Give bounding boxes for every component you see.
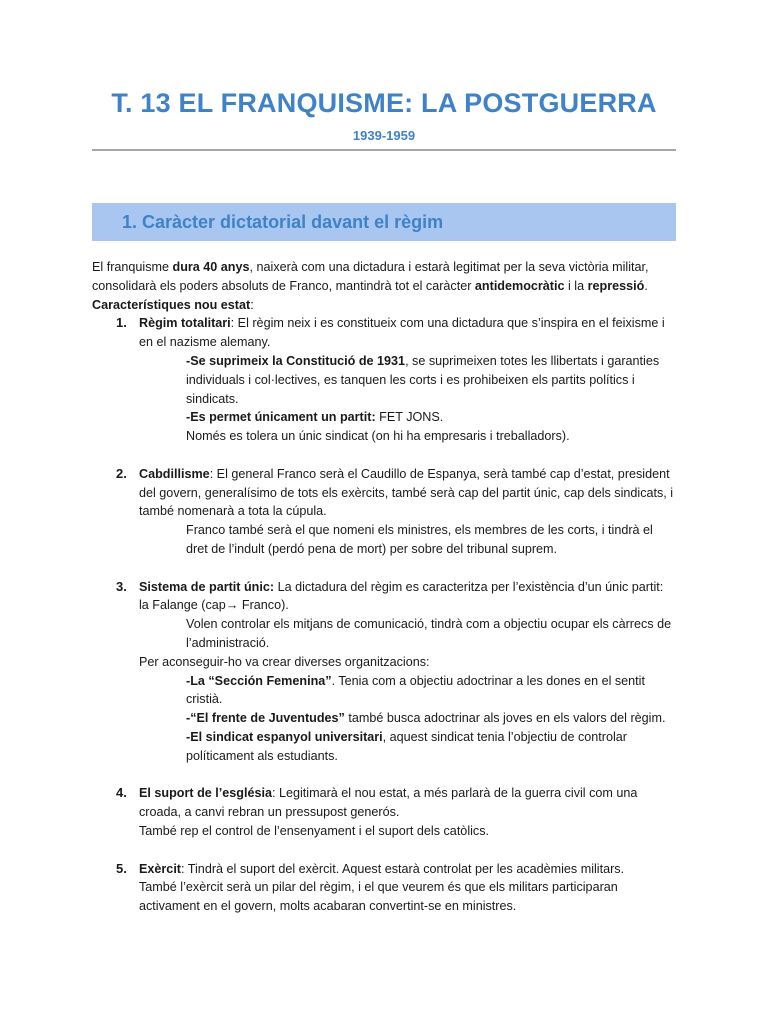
features-label: Característiques nou estat: bbox=[92, 297, 254, 312]
item-extra-text: Per aconseguir-ho va crear diverses organitzacions: bbox=[139, 654, 430, 669]
list-number: 4. bbox=[116, 785, 127, 801]
sub-point: -El sindicat espanyol universitari, aquest sindicat tenia l’objectiu de controlar políticament als estudiants. bbox=[186, 729, 627, 763]
list-item-1: 1. Règim totalitari: El règim neix i es constitueix com una dictadura que s’inspira en el feixisme i en el nazisme alemany. -Se suprimeix la Constitució de 1931, se suprimeixen totes les llibertats i garanties individuals i col·lectives, es tanquen les corts i es prohibeixen els partits polítics i sindicats. -Es permet únicament un partit: FET JONS. Només es tolera un únic sindicat (on hi ha empresaris i treballadors). bbox=[92, 314, 676, 446]
list-item-5: 5. Exèrcit: Tindrà el suport del exèrcit. Aquest estarà controlat per les acadèmies militars. També l’exèrcit serà un pilar del règim, i el que veurem és que els militars participaran activament en el govern, molts acabaran convertint-se en ministres. bbox=[92, 860, 676, 916]
page-subtitle: 1939-1959 bbox=[352, 128, 416, 143]
item-heading: Cabdillisme bbox=[139, 466, 210, 481]
item-line-2: També l’exèrcit serà un pilar del règim, i el que veurem és que els militars participaran activament en el govern, molts acabaran convertint-se en ministres. bbox=[139, 880, 618, 914]
sub-point: -“El frente de Juventudes” també busca adoctrinar als joves en els valors del règim. bbox=[186, 711, 666, 726]
intro-bold-2: antidemocràtic bbox=[474, 278, 565, 293]
item-heading: Exèrcit bbox=[139, 861, 182, 876]
sub-point: Volen controlar els mitjans de comunicació, tindrà com a objectiu ocupar els càrrecs de l’administració. bbox=[186, 617, 672, 650]
document-body bbox=[92, 258, 676, 916]
sub-point: Només es tolera un únic sindicat (on hi ha empresaris i treballadors). bbox=[186, 429, 570, 444]
intro-text-2: , naixerà com una dictadura i estarà legitimat per la seva victòria militar, consolidarà els poders absoluts de Franco, mantindrà tot el caràcter bbox=[92, 260, 649, 293]
list-item-3: 3. Sistema de partit únic: La dictadura del règim es caracteritza per l’existència d’un únic partit: la Falange (cap→ Franco). Volen controlar els mitjans de comunicació, tindrà com a objectiu ocupar els càrrecs de l’administració. Per aconseguir-ho va crear diverses organitzacions: -La “Sección Femenina”. Tenia com a objectiu adoctrinar a les dones en el sentit cristià. -“El frente de Juventudes” també busca adoctrinar als joves en els valors del règim. -El sindicat espanyol universitari, aquest sindicat tenia l’objectiu de controlar políticament als estudiants. bbox=[92, 578, 676, 766]
sub-point: Franco també serà el que nomeni els ministres, els membres de les corts, i tindrà el dret de l’indult (perdó pena de mort) per sobre del tribunal suprem. bbox=[186, 523, 653, 556]
intro-text-1: El franquisme bbox=[92, 260, 173, 274]
intro-bold-3: repressió bbox=[587, 278, 645, 293]
list-number: 1. bbox=[116, 315, 127, 331]
intro-text-4: . bbox=[644, 278, 648, 293]
list-item-4: 4. El suport de l’església: Legitimarà el nou estat, a més parlarà de la guerra civil com una croada, a canvi rebran un pressupost generós. També rep el control de l’ensenyament i el suport dels catòlics. bbox=[92, 784, 676, 840]
item-heading: El suport de l’església bbox=[139, 786, 272, 801]
sub-point: -La “Sección Femenina”. Tenia com a objectiu adoctrinar a les dones en el sentit cristià. bbox=[186, 673, 645, 707]
intro-bold-1: dura 40 anys bbox=[172, 260, 250, 274]
item-heading: Sistema de partit únic: bbox=[139, 579, 275, 594]
intro-paragraph bbox=[92, 258, 676, 296]
list-number: 2. bbox=[116, 465, 127, 481]
item-line-2: També rep el control de l’ensenyament i el suport dels catòlics. bbox=[139, 823, 490, 838]
sub-point: -Se suprimeix la Constitució de 1931, se suprimeixen totes les llibertats i garanties individuals i col·lectives, es tanquen les corts i es prohibeixen els partits polítics i sindicats. bbox=[186, 353, 660, 406]
sub-point: -Es permet únicament un partit: FET JONS. bbox=[186, 410, 444, 425]
intro-text-3: i la bbox=[564, 278, 588, 293]
list-number: 5. bbox=[116, 860, 127, 876]
section-heading: 1. Caràcter dictatorial davant el règim bbox=[122, 212, 444, 232]
page-title: T. 13 EL FRANQUISME: LA POSTGUERRA bbox=[111, 88, 657, 118]
list-number: 3. bbox=[116, 578, 127, 594]
item-heading: Règim totalitari bbox=[139, 316, 231, 331]
title-divider bbox=[92, 149, 676, 151]
list-item-2: 2. Cabdillisme: El general Franco serà el Caudillo de Espanya, serà també cap d’estat, president del govern, generalísimo de tots els exèrcits, també serà cap del partit únic, cap dels sindicats, i també nomenarà a tota la cúpula. Franco també serà el que nomeni els ministres, els membres de les corts, i tindrà el dret de l’indult (perdó pena de mort) per sobre del tribunal suprem. bbox=[92, 465, 676, 559]
